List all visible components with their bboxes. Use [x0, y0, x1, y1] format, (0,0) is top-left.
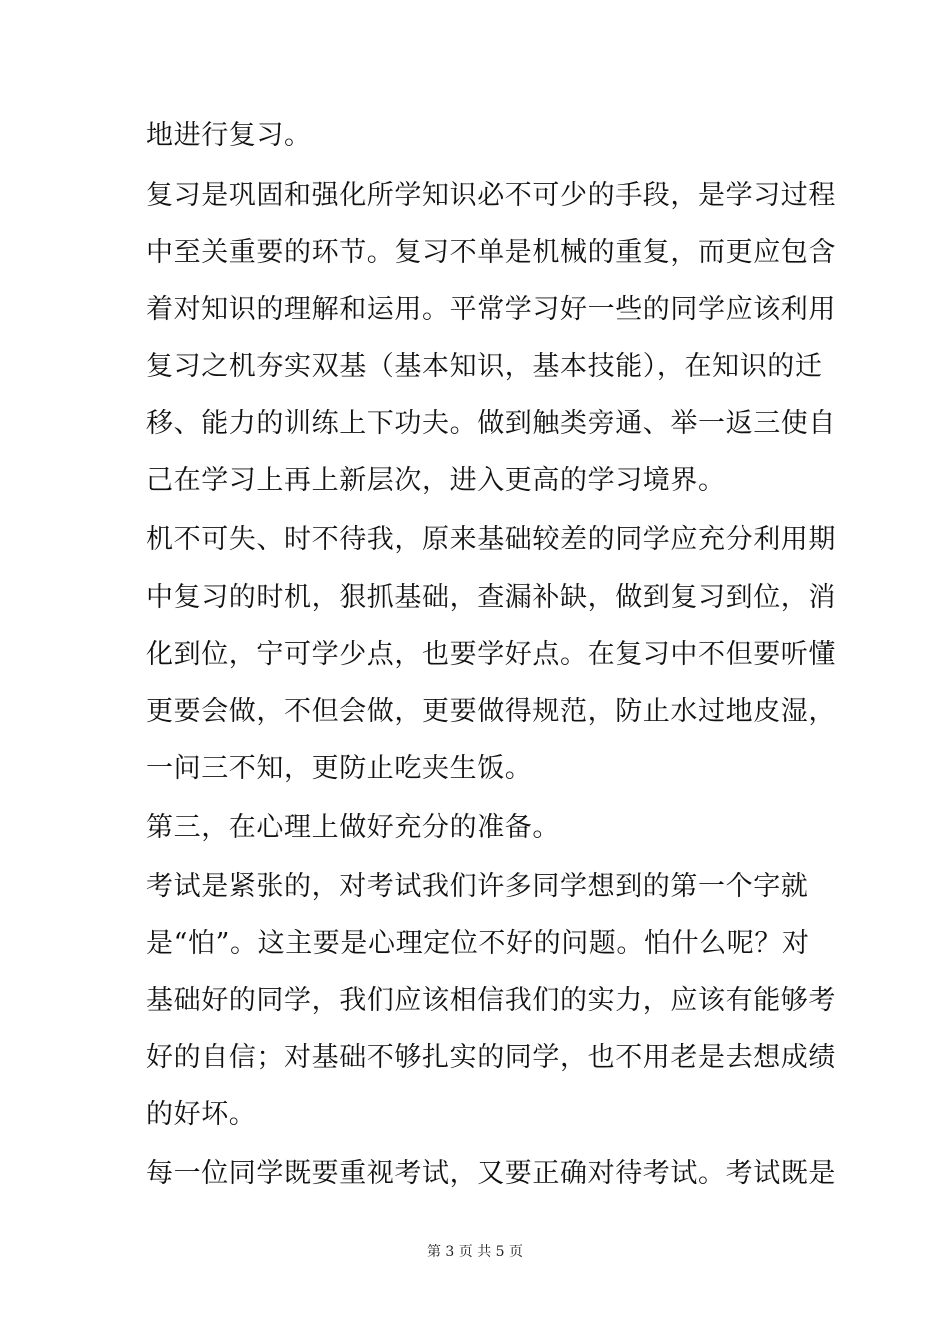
text-line: 着对知识的理解和运用。平常学习好一些的同学应该利用: [146, 294, 836, 325]
page-number: 第 3 页 共 5 页: [426, 1244, 524, 1260]
text-line: 移、能力的训练上下功夫。做到触类旁通、举一返三使自: [146, 408, 836, 439]
text-line: 是“怕”。这主要是心理定位不好的问题。怕什么呢？对: [146, 928, 810, 959]
text-line: 好的自信；对基础不够扎实的同学，也不用老是去想成绩: [146, 1042, 836, 1073]
text-line: 化到位，宁可学少点，也要学好点。在复习中不但要听懂: [146, 639, 836, 670]
text-line: 更要会做，不但会做，更要做得规范，防止水过地皮湿，: [146, 696, 836, 727]
text-line: 考试是紧张的，对考试我们许多同学想到的第一个字就: [146, 871, 809, 902]
text-line: 机不可失、时不待我，原来基础较差的同学应充分利用期: [146, 524, 836, 555]
text-line: 地进行复习。: [146, 120, 312, 151]
text-line: 中至关重要的环节。复习不单是机械的重复，而更应包含: [146, 237, 836, 268]
text-line: 复习是巩固和强化所学知识必不可少的手段，是学习过程: [146, 180, 836, 211]
text-line: 每一位同学既要重视考试，又要正确对待考试。考试既是: [146, 1158, 836, 1189]
text-line: 基础好的同学，我们应该相信我们的实力，应该有能够考: [146, 985, 836, 1016]
text-line: 一问三不知，更防止吃夹生饭。: [146, 753, 533, 784]
text-line: 第三，在心理上做好充分的准备。: [146, 812, 560, 843]
page-footer: [0, 1243, 950, 1261]
text-line: 的好坏。: [146, 1099, 257, 1130]
text-line: 中复习的时机，狠抓基础，查漏补缺，做到复习到位，消: [146, 582, 836, 613]
text-line: 己在学习上再上新层次，进入更高的学习境界。: [146, 465, 726, 496]
text-line: 复习之机夯实双基（基本知识，基本技能），在知识的迁: [146, 351, 823, 382]
